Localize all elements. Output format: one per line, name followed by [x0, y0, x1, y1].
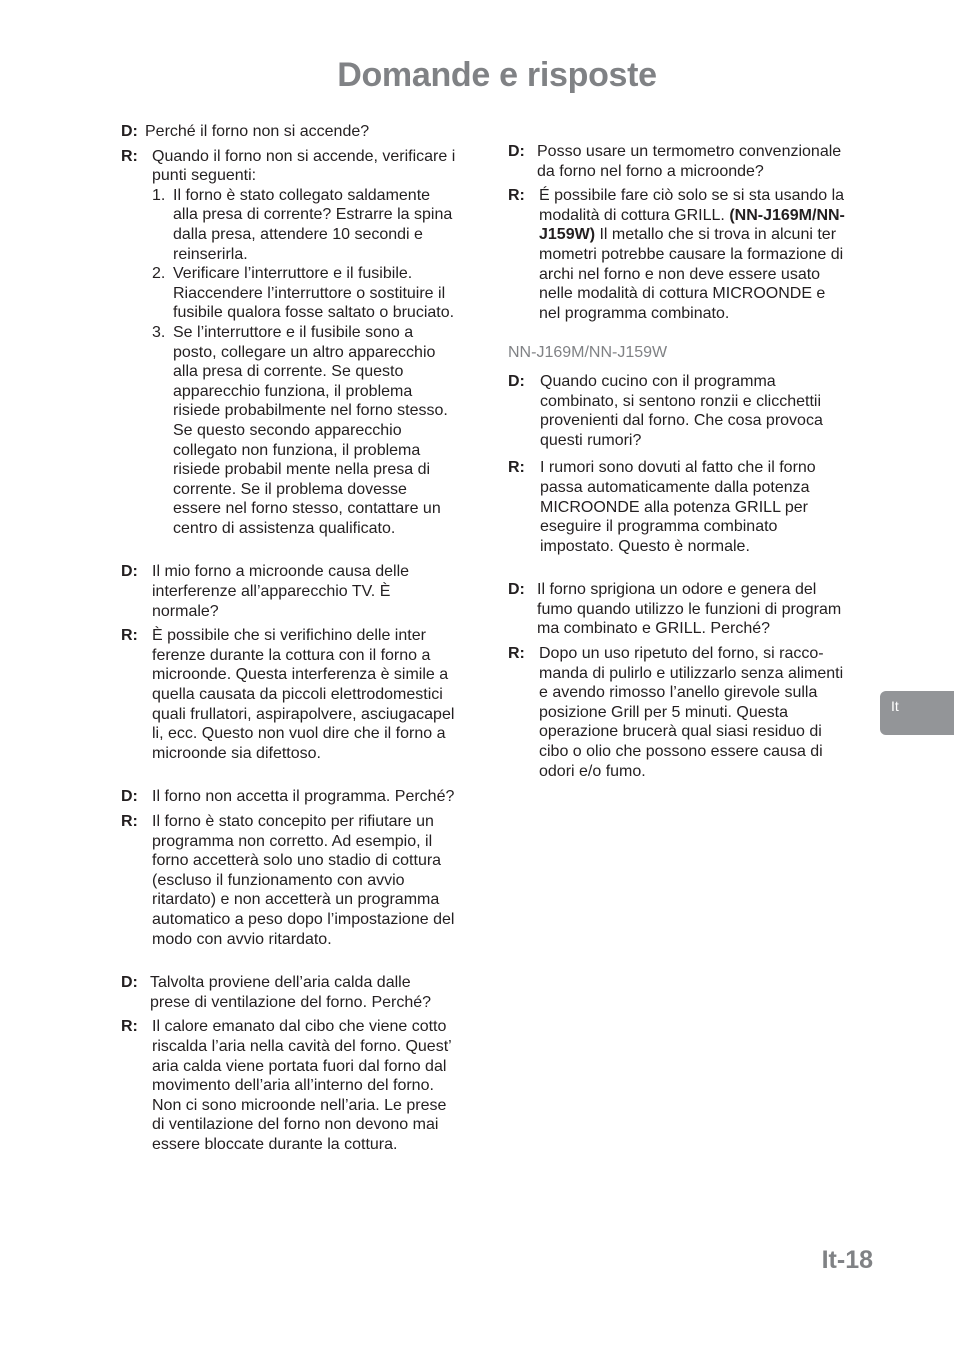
- list-line: risiede probabilmente nel forno stesso.: [173, 402, 448, 420]
- answer-label: R:: [121, 813, 138, 830]
- answer-line: automatico a peso dopo l’impostazione del: [152, 910, 455, 928]
- answer-line: impostato. Questo è normale.: [540, 537, 750, 555]
- question-line: Posso usare un termometro convenzionale: [537, 143, 842, 160]
- list-item: [152, 186, 487, 264]
- question-line: normale?: [152, 602, 219, 620]
- answer-line: odori e/o fumo.: [539, 762, 646, 780]
- list-line: Riaccendere l’interruttore o sostituire il: [173, 284, 446, 302]
- answer-line: quali frullatori, aspirapolvere, asciugacapel: [152, 705, 455, 723]
- right-column: [508, 142, 874, 781]
- question-line: provenienti dal forno. Che cosa provoca: [540, 412, 823, 430]
- answer-line: I rumori sono dovuti al fatto che il forno: [540, 459, 816, 477]
- answer-line: punti seguenti:: [152, 167, 257, 185]
- question-label: D:: [121, 974, 138, 992]
- question-text: [152, 787, 487, 807]
- question-line: questi rumori?: [540, 431, 642, 449]
- question-line: Il mio forno a microonde causa delle: [152, 563, 410, 581]
- question-label: D:: [121, 563, 138, 581]
- question-line: combinato, si sentono ronzii e clicchettii: [540, 392, 822, 410]
- answer-line: Quando il forno non si accende, verificare i: [152, 147, 456, 165]
- answer-line: Il calore emanato dal cibo che viene cotto: [152, 1018, 447, 1036]
- answer-line: manda di pulirlo e utilizzarlo senza alimenti: [539, 664, 844, 682]
- question-text: Perché il forno non si accende?: [145, 123, 370, 140]
- list-line: collegato non funziona, il problema: [173, 441, 421, 459]
- list-line: fusibile qualora fosse saltato o bruciato.: [173, 304, 455, 322]
- question-label: D:: [121, 788, 138, 806]
- answer-text: [540, 458, 874, 556]
- language-tab: [880, 691, 954, 735]
- answer-line: ferenze durante la cottura con il forno a: [152, 646, 431, 664]
- answer-fragment: Il metallo che si trova in alcuni ter: [595, 226, 837, 244]
- answer-text: [152, 812, 487, 949]
- answer-line: programma non corretto. Ad esempio, il: [152, 832, 433, 850]
- page-number: It-18: [821, 1246, 873, 1274]
- answer-line: [539, 225, 874, 245]
- answer-label: R:: [508, 459, 525, 477]
- answer-label: R:: [121, 147, 138, 165]
- question-label: D:: [121, 123, 138, 140]
- answer-line: eseguire il programma combinato: [540, 518, 778, 536]
- question-smoke: [508, 580, 874, 639]
- answer-line: MICROONDE alla potenza GRILL per: [540, 498, 808, 516]
- list-line: apparecchio funziona, il problema: [173, 382, 413, 400]
- question-text: [150, 973, 487, 1012]
- answer-line: Non ci sono microonde nell’aria. Le prese: [152, 1096, 447, 1114]
- question-line: Il forno sprigiona un odore e genera del: [537, 581, 817, 599]
- answer-thermometer: [508, 186, 874, 323]
- question-power: [121, 122, 487, 142]
- language-tab-label: It: [891, 698, 899, 714]
- question-program: [121, 787, 487, 807]
- answer-tv-interference: [121, 626, 487, 763]
- question-line: fumo quando utilizzo le funzioni di program: [537, 600, 842, 618]
- answer-text: [152, 626, 487, 763]
- answer-line: nel programma combinato.: [539, 304, 730, 322]
- question-label: D:: [508, 372, 525, 390]
- list-line: risiede probabil mente nella presa di: [173, 461, 431, 479]
- list-line: alla presa di corrente. Se questo: [173, 363, 404, 381]
- answer-line: operazione brucerà qual siasi residuo di: [539, 723, 822, 741]
- answer-line: e avendo rimosso l’anello girevole sulla: [539, 684, 818, 702]
- list-number: 1.: [152, 186, 166, 204]
- list-line: centro di assistenza qualificato.: [173, 519, 396, 537]
- list-item: [152, 264, 487, 323]
- list-item: [152, 323, 487, 539]
- list-line: posto, collegare un altro apparecchio: [173, 343, 436, 361]
- answer-line: É possibile fare ciò solo se si sta usando la: [539, 187, 845, 205]
- list-number: 3.: [152, 323, 166, 341]
- question-line: Talvolta proviene dell’aria calda dalle: [150, 974, 411, 992]
- answer-line: mometri potrebbe causare la formazione di: [539, 245, 844, 263]
- question-line: Quando cucino con il programma: [540, 372, 776, 390]
- question-text: [537, 142, 874, 181]
- list-line: Se questo secondo apparecchio: [173, 421, 402, 439]
- answer-line: È possibile che si verifichino delle inter: [152, 627, 426, 645]
- check-list: [152, 186, 487, 539]
- answer-text: [152, 1017, 487, 1154]
- answer-line: Il forno è stato concepito per rifiutare un: [152, 813, 434, 830]
- answer-line: Dopo un uso ripetuto del forno, si racco-: [539, 645, 824, 663]
- question-line: interferenze all’apparecchio TV. È: [152, 583, 391, 601]
- question-noises: [508, 372, 874, 450]
- question-tv-interference: [121, 562, 487, 621]
- question-hot-air: [121, 973, 487, 1012]
- page-title: Domande e risposte: [337, 56, 657, 94]
- answer-label: R:: [508, 645, 525, 663]
- list-line: dalla presa, attendere 10 secondi e: [173, 225, 423, 243]
- answer-line: [539, 206, 874, 226]
- question-line: Il forno non accetta il programma. Perché?: [152, 788, 455, 806]
- answer-text: [539, 644, 874, 781]
- answer-line: li, ecc. Questo non vuol dire che il forno a: [152, 725, 446, 743]
- answer-line: di ventilazione del forno non devono mai: [152, 1116, 439, 1134]
- left-column: [121, 122, 487, 1155]
- answer-noises: [508, 458, 874, 556]
- question-text: [537, 580, 874, 639]
- model-reference: J159W): [539, 226, 596, 244]
- list-line: Se l’interruttore e il fusibile sono a: [173, 323, 414, 341]
- question-line: prese di ventilazione del forno. Perché?: [150, 993, 432, 1011]
- answer-line: quella causata da piccoli elettrodomestici: [152, 686, 443, 704]
- answer-line: microonde. Questa interferenza è simile a: [152, 666, 449, 684]
- question-line: da forno nel forno a microonde?: [537, 162, 764, 180]
- question-line: ma combinato e GRILL. Perché?: [537, 620, 771, 638]
- answer-smoke: [508, 644, 874, 781]
- answer-line: aria calda viene portata fuori dal forno dal: [152, 1057, 447, 1075]
- answer-line: passa automaticamente dalla potenza: [540, 478, 810, 496]
- question-text: [152, 562, 487, 621]
- answer-fragment: modalità di cottura GRILL.: [539, 206, 730, 224]
- answer-line: ritardato) e non accetterà un programma: [152, 891, 440, 909]
- answer-label: R:: [121, 1018, 138, 1036]
- section-heading: NN-J169M/NN-J159W: [508, 344, 668, 362]
- answer-line: forno accetterà solo uno stadio di cottura: [152, 852, 442, 870]
- answer-line: posizione Grill per 5 minuti. Questa: [539, 703, 788, 721]
- list-line: corrente. Se il problema dovesse: [173, 480, 407, 498]
- question-label: D:: [508, 143, 525, 160]
- answer-power: [121, 147, 487, 539]
- answer-line: nelle modalità di cottura MICROONDE e: [539, 285, 826, 303]
- answer-line: essere bloccate durante la cottura.: [152, 1135, 398, 1153]
- answer-line: movimento dell’aria all’interno del forno.: [152, 1077, 434, 1095]
- question-thermometer: [508, 142, 874, 181]
- answer-text: [539, 186, 874, 323]
- list-number: 2.: [152, 265, 166, 283]
- answer-line: archi nel forno e non deve essere usato: [539, 265, 821, 283]
- list-line: Il forno è stato collegato saldamente: [173, 186, 431, 204]
- answer-label: R:: [121, 627, 138, 645]
- answer-hot-air: [121, 1017, 487, 1154]
- model-reference: (NN-J169M/NN-: [729, 206, 845, 224]
- answer-line: cibo o olio che possono essere causa di: [539, 743, 823, 761]
- list-line: Verificare l’interruttore e il fusibile.: [173, 265, 413, 283]
- answer-text: [152, 147, 487, 539]
- answer-line: microonde sia difettoso.: [152, 744, 321, 762]
- answer-line: modo con avvio ritardato.: [152, 930, 332, 948]
- answer-program: [121, 812, 487, 949]
- question-label: D:: [508, 581, 525, 599]
- list-line: reinserirla.: [173, 245, 248, 263]
- list-line: essere nel forno stesso, contattare un: [173, 500, 441, 518]
- answer-label: R:: [508, 187, 525, 205]
- list-line: alla presa di corrente? Estrarre la spina: [173, 206, 453, 224]
- question-text: [540, 372, 874, 450]
- answer-line: (escluso il funzionamento con avvio: [152, 871, 405, 889]
- answer-line: riscalda l’aria nella cavità del forno. Quest’: [152, 1037, 452, 1055]
